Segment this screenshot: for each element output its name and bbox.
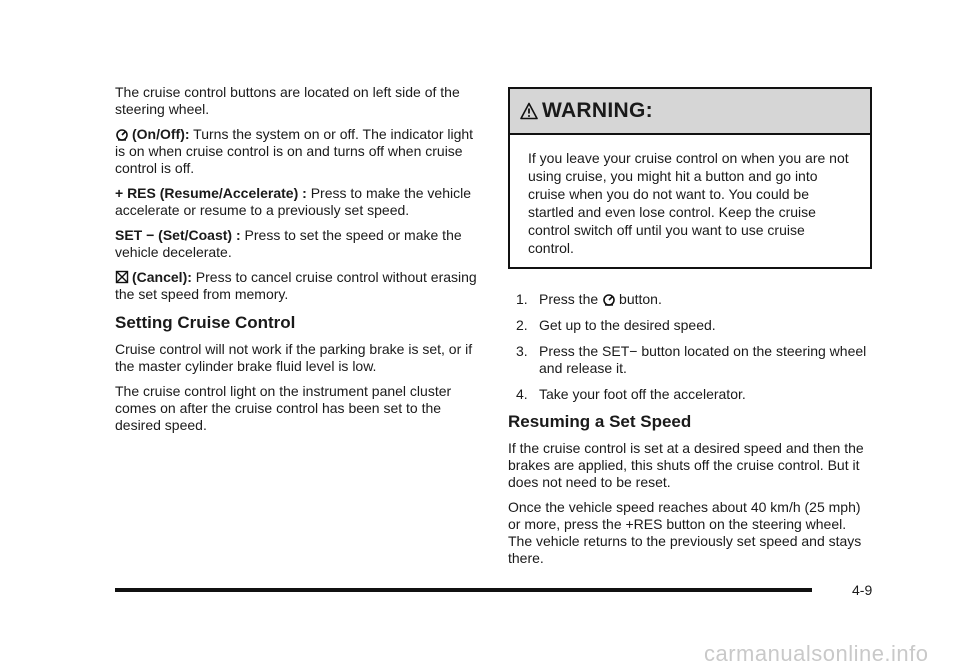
res-text: Press to make the vehicle accelerate or resume to a previously set speed. xyxy=(115,185,471,218)
cancel-term: (Cancel): xyxy=(132,269,192,285)
step-text-pre: Press the xyxy=(539,291,599,307)
cancel-icon xyxy=(115,270,129,284)
step-number: 1. xyxy=(516,291,528,307)
set-text: Press to set the speed or make the vehicle decelerate. xyxy=(115,227,462,260)
step-number: 4. xyxy=(516,386,528,402)
steps-list xyxy=(508,291,872,403)
page-number: 4-9 xyxy=(852,582,873,598)
list-item xyxy=(508,317,872,334)
setting-heading: Setting Cruise Control xyxy=(115,313,296,332)
intro-paragraph: The cruise control buttons are located on left side of the steering wheel. xyxy=(115,84,460,117)
watermark: carmanualsonline.info xyxy=(704,641,929,666)
warning-triangle-icon xyxy=(520,102,538,120)
list-item xyxy=(508,343,872,377)
step-number: 2. xyxy=(516,317,528,333)
step-text-post: button. xyxy=(619,291,662,307)
left-column xyxy=(115,84,480,442)
onoff-term: (On/Off): xyxy=(132,126,190,142)
warning-header xyxy=(510,89,870,135)
warning-text: If you leave your cruise control on when you are not using cruise, you might hit a button and go into cruise when you do not want to. You could be startled and even lose control. Keep the cruise control switch off until you want to use cruise control. xyxy=(528,150,849,256)
step-text: Get up to the desired speed. xyxy=(539,317,716,333)
cancel-text: Press to cancel cruise control without erasing the set speed from memory. xyxy=(115,269,477,302)
cancel-paragraph xyxy=(115,269,480,303)
set-paragraph xyxy=(115,227,480,261)
warning-title: WARNING: xyxy=(542,99,653,122)
setting-paragraph-1: Cruise control will not work if the parking brake is set, or if the master cylinder brake fluid level is low. xyxy=(115,341,473,374)
list-item xyxy=(508,386,872,403)
warning-box xyxy=(508,87,872,269)
list-item xyxy=(508,291,872,308)
set-term: SET − (Set/Coast) : xyxy=(115,227,241,243)
resuming-heading: Resuming a Set Speed xyxy=(508,412,692,431)
onoff-text: Turns the system on or off. The indicator light is on when cruise control is on and turns off when cruise control is off. xyxy=(115,126,474,176)
warning-body xyxy=(510,135,870,267)
step-text: Press the SET− button located on the steering wheel and release it. xyxy=(539,343,867,376)
resuming-paragraph-1: If the cruise control is set at a desired speed and then the brakes are applied, this shuts off the cruise control. But it does not need to be reset. xyxy=(508,440,864,490)
step-text: Take your foot off the accelerator. xyxy=(539,386,746,402)
cruise-control-icon xyxy=(115,127,129,141)
resuming-paragraph-2: Once the vehicle speed reaches about 40 km/h (25 mph) or more, press the +RES button on the steering wheel. The vehicle returns to the previously set speed and stays there. xyxy=(508,499,862,566)
right-column xyxy=(508,84,872,575)
res-paragraph xyxy=(115,185,480,219)
step-number: 3. xyxy=(516,343,528,359)
onoff-paragraph xyxy=(115,126,480,177)
setting-paragraph-2: The cruise control light on the instrument panel cluster comes on after the cruise control has been set to the desired speed. xyxy=(115,383,452,433)
res-term: + RES (Resume/Accelerate) : xyxy=(115,185,307,201)
footer-rule xyxy=(115,588,812,592)
cruise-control-icon xyxy=(602,292,616,306)
